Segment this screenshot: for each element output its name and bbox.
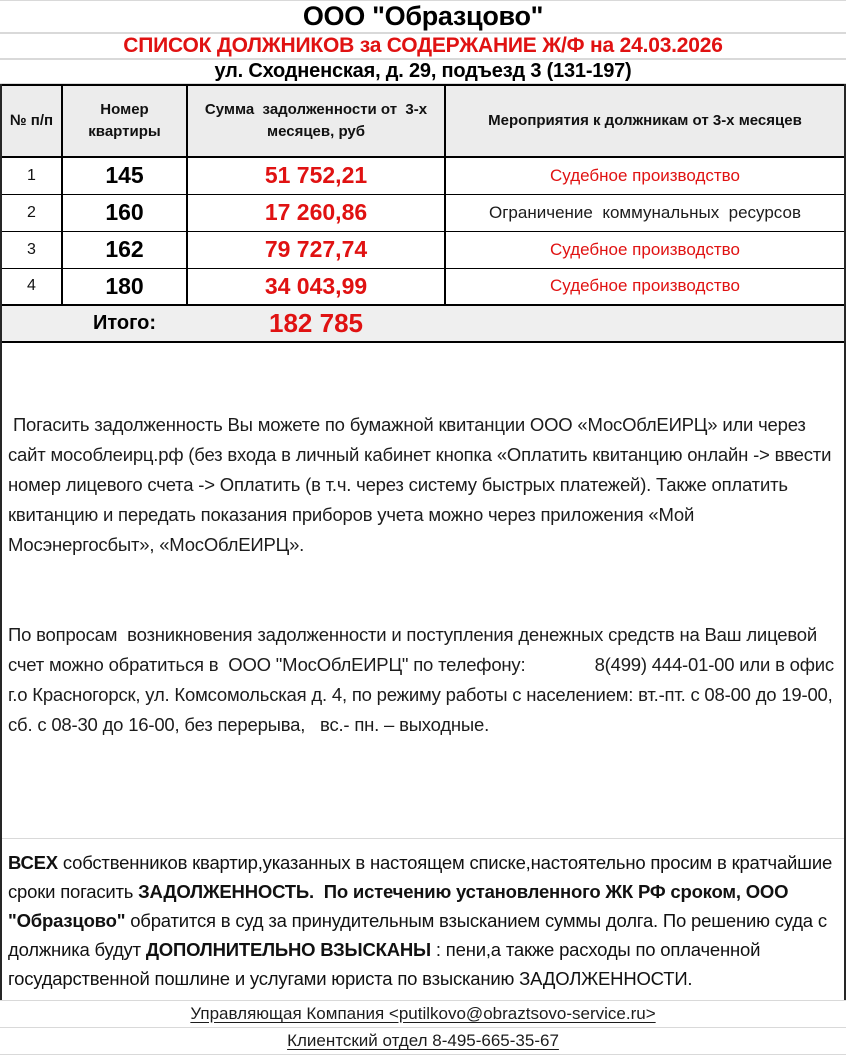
action-cell: Судебное производство: [445, 157, 844, 194]
total-empty-cell: [445, 305, 844, 342]
row-number-cell: 4: [2, 268, 62, 305]
client-department-phone: Клиентский отдел 8-495-665-35-67: [287, 1031, 559, 1050]
debt-sum-cell: 51 752,21: [187, 157, 445, 194]
action-cell: Судебное производство: [445, 231, 844, 268]
debtors-table-header: [2, 85, 844, 157]
table-row: [2, 157, 844, 194]
total-label: Итого:: [62, 305, 187, 342]
debt-sum-cell: 17 260,86: [187, 194, 445, 231]
action-cell: Ограничение коммунальных ресурсов: [445, 194, 844, 231]
row-number-cell: 3: [2, 231, 62, 268]
col-header-apartment: Номер квартиры: [62, 85, 187, 157]
table-row: [2, 194, 844, 231]
building-address: ул. Сходненская, д. 29, подъезд 3 (131-197): [214, 60, 632, 82]
row-number-cell: 2: [2, 194, 62, 231]
total-value: 182 785: [187, 305, 445, 342]
total-row: [2, 305, 844, 342]
payment-info-text: [2, 343, 844, 800]
table-row: [2, 268, 844, 305]
warning-text-segment: обратится в суд за принудительным взысканием суммы долга. По решению суда с должника будут: [8, 910, 832, 960]
apartment-number-cell: 145: [62, 157, 187, 194]
row-number-cell: 1: [2, 157, 62, 194]
total-empty-cell: [2, 305, 62, 342]
warning-paragraph: [2, 839, 844, 1000]
debt-sum-cell: 79 727,74: [187, 231, 445, 268]
apartment-number-cell: 180: [62, 268, 187, 305]
col-header-row-number: № п/п: [2, 85, 62, 157]
company-title-row: [0, 1, 846, 33]
main-content: [0, 84, 846, 1000]
apartment-number-cell: 160: [62, 194, 187, 231]
debt-sum-cell: 34 043,99: [187, 268, 445, 305]
spacer-row: [2, 800, 844, 839]
address-row: [0, 60, 846, 84]
action-cell: Судебное производство: [445, 268, 844, 305]
debtors-list-title-row: [0, 34, 846, 59]
warning-text-segment: ДОПОЛНИТЕЛЬНО ВЗЫСКАНЫ: [145, 939, 431, 960]
table-row: [2, 231, 844, 268]
warning-text-segment: собственников квартир,указанных в настоящем списке,настоятельно просим в кратчайшие сроки погасить: [8, 852, 837, 902]
company-title: ООО "Образцово": [302, 1, 544, 31]
warning-text-segment: : пени,а также расходы по оплаченной государственной пошлине и услугами юриста по взысканию ЗАДОЛЖЕННОСТИ.: [8, 939, 766, 989]
apartment-number-cell: 162: [62, 231, 187, 268]
footer-company-row: [0, 1000, 846, 1027]
management-company-contact: Управляющая Компания <putilkovo@obraztsovo-service.ru>: [190, 1004, 656, 1023]
warning-text-segment: ВСЕХ: [8, 852, 58, 873]
debtors-table: [2, 84, 844, 343]
debtors-list-title: СПИСОК ДОЛЖНИКОВ за СОДЕРЖАНИЕ Ж/Ф на 24.03.2026: [123, 34, 723, 57]
footer: [0, 1000, 846, 1055]
col-header-debt-sum: Сумма задолженности от 3-х месяцев, руб: [187, 85, 445, 157]
warning-text-segment: ЗАДОЛЖЕННОСТЬ. По истечению установленного ЖК РФ сроком, ООО "Образцово": [8, 881, 794, 931]
payment-info-paragraph-2: По вопросам возникновения задолженности и поступления денежных средств на Ваш лицевой счет можно обратиться в ООО "МосОблЕИРЦ" по телефону: 8(499) 444-01-00 или в офис г.о Красногорск, ул. Комсомольская д. 4, по режиму работы с населением: вт.-пт. с 08-00 до 19-00, сб. с 08-30 до 16-00, без перерыва, вс.- пн. – выходные.: [8, 624, 839, 735]
debtors-table-body: [2, 157, 844, 305]
footer-client-dept-row: [0, 1027, 846, 1055]
payment-info-paragraph-1: Погасить задолженность Вы можете по бумажной квитанции ООО «МосОблЕИРЦ» или через сайт мособлеирц.рф (без входа в личный кабинет кнопка «Оплатить квитанцию онлайн -> ввести номер лицевого счета -> Оплатить (в т.ч. через систему быстрых платежей). Также оплатить квитанцию и передать показания приборов учета можно через приложения «Мой Мосэнергосбыт», «МосОблЕИРЦ».: [8, 414, 837, 555]
col-header-actions: Мероприятия к должникам от 3-х месяцев: [445, 85, 844, 157]
